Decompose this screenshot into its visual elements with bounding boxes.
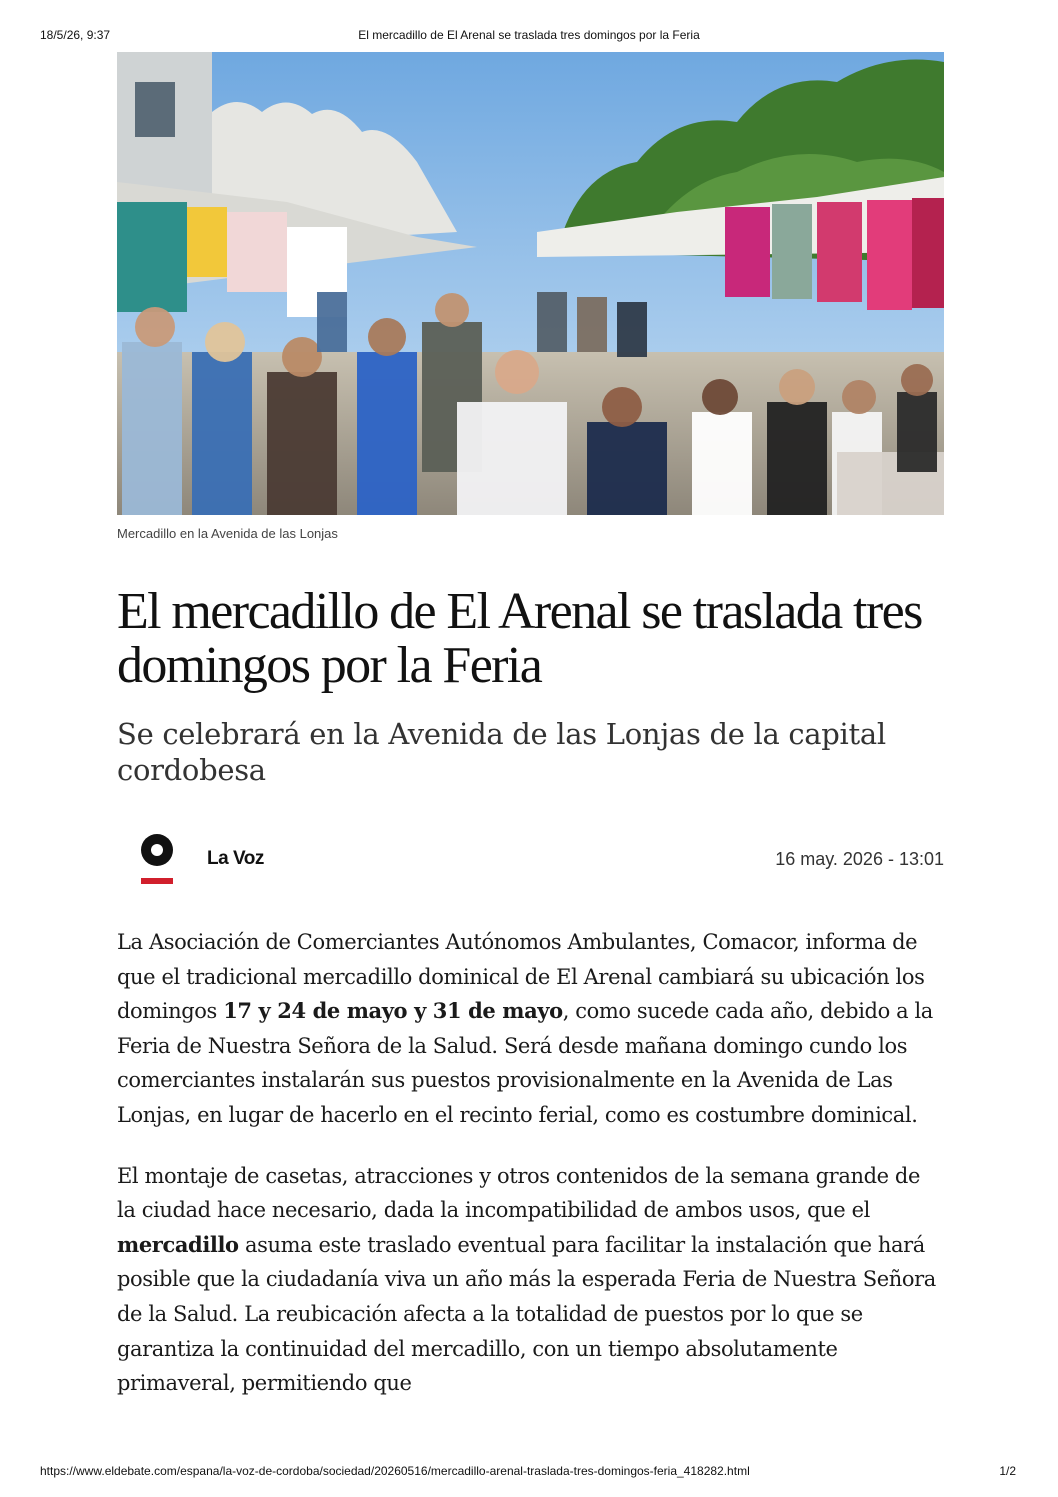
print-url: https://www.eldebate.com/espana/la-voz-de-cordoba/sociedad/20260516/mercadillo-arenal-traslada-tres-domingos-feria_418282.html xyxy=(40,1464,750,1478)
image-caption: Mercadillo en la Avenida de las Lonjas xyxy=(117,526,338,541)
paragraph-1-dates: 17 y 24 de mayo y 31 de mayo xyxy=(223,998,563,1024)
article-subtitle: Se celebrará en la Avenida de las Lonjas de la capital cordobesa xyxy=(117,717,886,787)
print-datetime: 18/5/26, 9:37 xyxy=(40,28,111,42)
print-footer xyxy=(0,1460,1058,1480)
paragraph-1-text-b: , como sucede cada año, debido a la Feria de Nuestra Señora de la Salud. Será desde mañana domingo cundo los comerciantes instalarán sus puestos provisionalmente en la Avenida de Las Lonjas, en lugar de hacerlo en el recinto ferial, como es costumbre dominical. xyxy=(117,999,933,1127)
paragraph-2 xyxy=(117,1159,937,1401)
paragraph-1 xyxy=(117,925,937,1133)
author-name[interactable]: La Voz xyxy=(207,848,264,869)
page-number: 1/2 xyxy=(999,1464,1016,1478)
paragraph-2-text-b: asuma este traslado eventual para facilitar la instalación que hará posible que la ciudadanía viva un año más la esperada Feria de Nuestra Señora de la Salud. La reubicación afecta a la totalidad de puestos por lo que se garantiza la continuidad del mercadillo, con un tiempo absolutamente primaveral, permitiendo que xyxy=(117,1232,936,1396)
print-header xyxy=(0,24,1058,44)
publish-date: 16 may. 2026 - 13:01 xyxy=(775,849,944,869)
byline xyxy=(117,828,944,888)
article-headline: El mercadillo de El Arenal se traslada tres domingos por la Feria xyxy=(117,583,922,694)
paragraph-2-text-a: El montaje de casetas, atracciones y otros contenidos de la semana grande de la ciudad hace necesario, dada la incompatibilidad de ambos usos, que el xyxy=(117,1163,920,1223)
article-body xyxy=(117,925,937,1427)
la-voz-logo-icon[interactable] xyxy=(137,832,177,884)
mercadillo-link[interactable]: mercadillo xyxy=(117,1231,239,1257)
paragraph-1-text-a: La Asociación de Comerciantes Autónomos Ambulantes, Comacor, informa de que el tradicional mercadillo dominical de El Arenal cambiará su ubicación los domingos xyxy=(117,930,925,1024)
print-doc-title: El mercadillo de El Arenal se traslada tres domingos por la Feria xyxy=(358,28,700,42)
hero-image xyxy=(117,52,944,515)
market-photo xyxy=(117,52,944,515)
